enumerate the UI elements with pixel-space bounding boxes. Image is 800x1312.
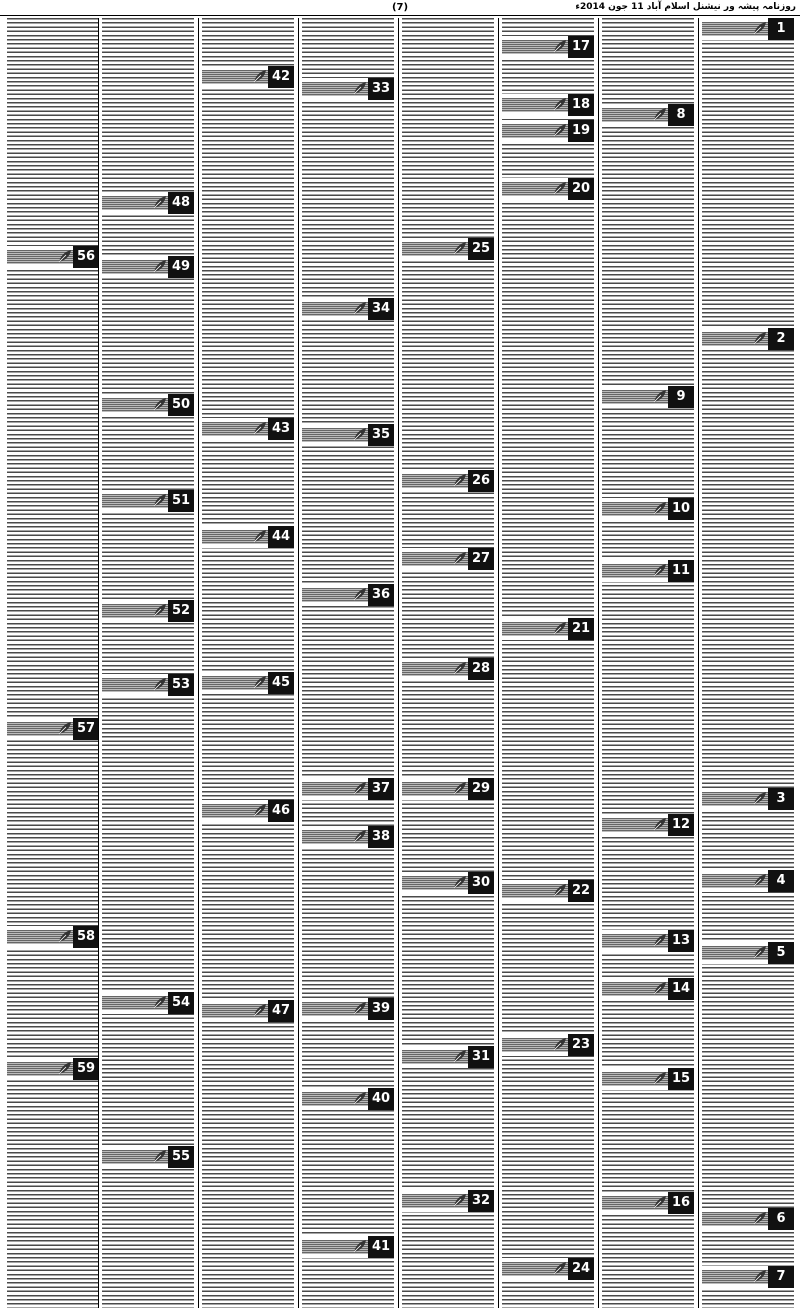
leaf-icon bbox=[152, 676, 168, 692]
news-column bbox=[5, 18, 101, 1308]
news-item-number: 19 bbox=[568, 120, 594, 142]
news-item-number: 35 bbox=[368, 424, 394, 446]
news-item-number: 57 bbox=[73, 718, 99, 740]
leaf-icon bbox=[452, 240, 468, 256]
news-item-heading bbox=[5, 1058, 101, 1080]
leaf-icon bbox=[57, 248, 73, 264]
leaf-icon bbox=[252, 68, 268, 84]
leaf-icon bbox=[152, 602, 168, 618]
leaf-icon bbox=[152, 1148, 168, 1164]
news-item-heading bbox=[400, 1190, 496, 1212]
leaf-icon bbox=[152, 492, 168, 508]
column-divider bbox=[498, 18, 499, 1308]
news-item-number: 5 bbox=[768, 942, 794, 964]
news-item-heading bbox=[600, 560, 696, 582]
news-item-heading bbox=[200, 800, 296, 822]
news-item-heading bbox=[500, 94, 596, 116]
news-item-heading bbox=[600, 1068, 696, 1090]
news-item-number: 33 bbox=[368, 78, 394, 100]
news-item-heading bbox=[200, 66, 296, 88]
news-item-heading bbox=[300, 826, 396, 848]
news-item-number: 2 bbox=[768, 328, 794, 350]
news-item-heading bbox=[400, 872, 496, 894]
news-item-number: 28 bbox=[468, 658, 494, 680]
leaf-icon bbox=[552, 882, 568, 898]
news-item-heading bbox=[600, 978, 696, 1000]
news-item-number: 20 bbox=[568, 178, 594, 200]
news-item-number: 17 bbox=[568, 36, 594, 58]
news-item-heading bbox=[700, 1208, 796, 1230]
news-item-number: 4 bbox=[768, 870, 794, 892]
leaf-icon bbox=[652, 500, 668, 516]
news-item-heading bbox=[600, 104, 696, 126]
news-item-number: 54 bbox=[168, 992, 194, 1014]
news-item-heading bbox=[200, 672, 296, 694]
news-item-heading bbox=[200, 418, 296, 440]
leaf-icon bbox=[252, 674, 268, 690]
news-item-heading bbox=[5, 926, 101, 948]
column-divider bbox=[298, 18, 299, 1308]
news-item-heading bbox=[100, 490, 196, 512]
news-item-number: 40 bbox=[368, 1088, 394, 1110]
column-body-text bbox=[602, 18, 694, 1308]
news-item-number: 32 bbox=[468, 1190, 494, 1212]
news-item-number: 51 bbox=[168, 490, 194, 512]
leaf-icon bbox=[752, 1210, 768, 1226]
news-item-number: 38 bbox=[368, 826, 394, 848]
news-item-heading bbox=[700, 942, 796, 964]
leaf-icon bbox=[252, 1002, 268, 1018]
news-item-number: 14 bbox=[668, 978, 694, 1000]
column-divider bbox=[98, 18, 99, 1308]
news-item-heading bbox=[500, 1034, 596, 1056]
leaf-icon bbox=[452, 472, 468, 488]
leaf-icon bbox=[352, 1000, 368, 1016]
news-item-number: 48 bbox=[168, 192, 194, 214]
leaf-icon bbox=[652, 932, 668, 948]
leaf-icon bbox=[352, 780, 368, 796]
masthead bbox=[0, 0, 800, 16]
news-item-number: 39 bbox=[368, 998, 394, 1020]
leaf-icon bbox=[352, 300, 368, 316]
leaf-icon bbox=[652, 1194, 668, 1210]
news-item-heading bbox=[600, 814, 696, 836]
news-column bbox=[300, 18, 396, 1308]
news-item-heading bbox=[100, 1146, 196, 1168]
news-item-number: 9 bbox=[668, 386, 694, 408]
column-divider bbox=[398, 18, 399, 1308]
news-item-heading bbox=[700, 18, 796, 40]
news-item-number: 8 bbox=[668, 104, 694, 126]
leaf-icon bbox=[552, 1036, 568, 1052]
news-item-number: 24 bbox=[568, 1258, 594, 1280]
news-item-number: 10 bbox=[668, 498, 694, 520]
leaf-icon bbox=[552, 122, 568, 138]
news-item-number: 41 bbox=[368, 1236, 394, 1258]
news-item-heading bbox=[400, 548, 496, 570]
news-item-number: 11 bbox=[668, 560, 694, 582]
news-item-number: 22 bbox=[568, 880, 594, 902]
news-item-heading bbox=[100, 394, 196, 416]
news-item-heading bbox=[500, 120, 596, 142]
column-divider bbox=[198, 18, 199, 1308]
leaf-icon bbox=[552, 180, 568, 196]
news-item-heading bbox=[500, 178, 596, 200]
news-item-number: 31 bbox=[468, 1046, 494, 1068]
news-item-number: 53 bbox=[168, 674, 194, 696]
news-item-number: 58 bbox=[73, 926, 99, 948]
news-item-number: 49 bbox=[168, 256, 194, 278]
news-item-number: 6 bbox=[768, 1208, 794, 1230]
page-number: (7) bbox=[391, 2, 409, 13]
news-item-number: 15 bbox=[668, 1068, 694, 1090]
news-item-number: 36 bbox=[368, 584, 394, 606]
news-item-heading bbox=[300, 998, 396, 1020]
news-item-number: 34 bbox=[368, 298, 394, 320]
news-item-heading bbox=[300, 298, 396, 320]
news-item-number: 52 bbox=[168, 600, 194, 622]
news-item-heading bbox=[500, 618, 596, 640]
news-item-number: 3 bbox=[768, 788, 794, 810]
news-item-number: 42 bbox=[268, 66, 294, 88]
news-item-heading bbox=[400, 470, 496, 492]
news-item-number: 44 bbox=[268, 526, 294, 548]
leaf-icon bbox=[57, 928, 73, 944]
leaf-icon bbox=[752, 330, 768, 346]
leaf-icon bbox=[252, 802, 268, 818]
news-item-heading bbox=[300, 424, 396, 446]
leaf-icon bbox=[552, 620, 568, 636]
column-body-text bbox=[302, 18, 394, 1308]
news-item-heading bbox=[100, 192, 196, 214]
news-item-number: 56 bbox=[73, 246, 99, 268]
leaf-icon bbox=[152, 396, 168, 412]
leaf-icon bbox=[752, 790, 768, 806]
news-item-number: 13 bbox=[668, 930, 694, 952]
leaf-icon bbox=[352, 1238, 368, 1254]
column-body-text bbox=[7, 18, 99, 1308]
news-column bbox=[400, 18, 496, 1308]
news-item-heading bbox=[600, 1192, 696, 1214]
news-item-heading bbox=[700, 788, 796, 810]
leaf-icon bbox=[652, 562, 668, 578]
news-item-heading bbox=[5, 718, 101, 740]
news-item-heading bbox=[200, 526, 296, 548]
news-column bbox=[700, 18, 796, 1308]
news-item-heading bbox=[700, 328, 796, 350]
column-divider bbox=[598, 18, 599, 1308]
leaf-icon bbox=[552, 96, 568, 112]
news-item-number: 43 bbox=[268, 418, 294, 440]
leaf-icon bbox=[552, 1260, 568, 1276]
news-item-heading bbox=[600, 930, 696, 952]
news-column bbox=[100, 18, 196, 1308]
leaf-icon bbox=[752, 944, 768, 960]
news-item-heading bbox=[700, 1266, 796, 1288]
leaf-icon bbox=[652, 816, 668, 832]
leaf-icon bbox=[452, 1048, 468, 1064]
leaf-icon bbox=[752, 20, 768, 36]
news-item-number: 18 bbox=[568, 94, 594, 116]
leaf-icon bbox=[452, 660, 468, 676]
leaf-icon bbox=[152, 194, 168, 210]
leaf-icon bbox=[252, 420, 268, 436]
news-item-number: 37 bbox=[368, 778, 394, 800]
news-item-number: 59 bbox=[73, 1058, 99, 1080]
news-item-number: 55 bbox=[168, 1146, 194, 1168]
news-item-number: 21 bbox=[568, 618, 594, 640]
news-item-heading bbox=[500, 1258, 596, 1280]
leaf-icon bbox=[652, 1070, 668, 1086]
news-item-number: 45 bbox=[268, 672, 294, 694]
news-item-heading bbox=[400, 238, 496, 260]
leaf-icon bbox=[752, 1268, 768, 1284]
news-item-heading bbox=[500, 36, 596, 58]
news-item-heading bbox=[600, 386, 696, 408]
news-item-heading bbox=[600, 498, 696, 520]
leaf-icon bbox=[352, 426, 368, 442]
news-item-number: 26 bbox=[468, 470, 494, 492]
news-item-heading bbox=[700, 870, 796, 892]
news-item-heading bbox=[300, 1236, 396, 1258]
news-item-heading bbox=[100, 674, 196, 696]
leaf-icon bbox=[452, 1192, 468, 1208]
leaf-icon bbox=[352, 1090, 368, 1106]
news-item-heading bbox=[5, 246, 101, 268]
news-item-number: 29 bbox=[468, 778, 494, 800]
news-item-number: 23 bbox=[568, 1034, 594, 1056]
news-item-number: 16 bbox=[668, 1192, 694, 1214]
news-item-number: 7 bbox=[768, 1266, 794, 1288]
leaf-icon bbox=[452, 874, 468, 890]
news-column bbox=[200, 18, 296, 1308]
news-item-number: 46 bbox=[268, 800, 294, 822]
news-item-heading bbox=[100, 256, 196, 278]
leaf-icon bbox=[57, 720, 73, 736]
news-item-heading bbox=[300, 78, 396, 100]
leaf-icon bbox=[652, 106, 668, 122]
leaf-icon bbox=[552, 38, 568, 54]
leaf-icon bbox=[752, 872, 768, 888]
news-column bbox=[600, 18, 696, 1308]
news-item-heading bbox=[400, 778, 496, 800]
leaf-icon bbox=[652, 980, 668, 996]
news-item-heading bbox=[400, 1046, 496, 1068]
column-divider bbox=[698, 18, 699, 1308]
news-item-heading bbox=[100, 992, 196, 1014]
news-item-number: 50 bbox=[168, 394, 194, 416]
column-body-text bbox=[502, 18, 594, 1308]
news-item-number: 25 bbox=[468, 238, 494, 260]
news-item-heading bbox=[400, 658, 496, 680]
leaf-icon bbox=[352, 586, 368, 602]
news-item-number: 1 bbox=[768, 18, 794, 40]
leaf-icon bbox=[352, 80, 368, 96]
leaf-icon bbox=[152, 994, 168, 1010]
column-body-text bbox=[202, 18, 294, 1308]
leaf-icon bbox=[452, 780, 468, 796]
leaf-icon bbox=[57, 1060, 73, 1076]
news-item-number: 12 bbox=[668, 814, 694, 836]
news-item-heading bbox=[300, 584, 396, 606]
leaf-icon bbox=[452, 550, 468, 566]
news-item-heading bbox=[200, 1000, 296, 1022]
paper-name-date: روزنامہ پیشہ ور نیشنل اسلام آباد 11 جون 2014ء bbox=[575, 2, 796, 12]
news-column bbox=[500, 18, 596, 1308]
news-item-heading bbox=[300, 1088, 396, 1110]
news-item-heading bbox=[300, 778, 396, 800]
leaf-icon bbox=[252, 528, 268, 544]
news-item-heading bbox=[500, 880, 596, 902]
news-item-number: 47 bbox=[268, 1000, 294, 1022]
leaf-icon bbox=[152, 258, 168, 274]
leaf-icon bbox=[652, 388, 668, 404]
news-item-heading bbox=[100, 600, 196, 622]
column-body-text bbox=[702, 18, 794, 1308]
news-item-number: 30 bbox=[468, 872, 494, 894]
leaf-icon bbox=[352, 828, 368, 844]
news-item-number: 27 bbox=[468, 548, 494, 570]
